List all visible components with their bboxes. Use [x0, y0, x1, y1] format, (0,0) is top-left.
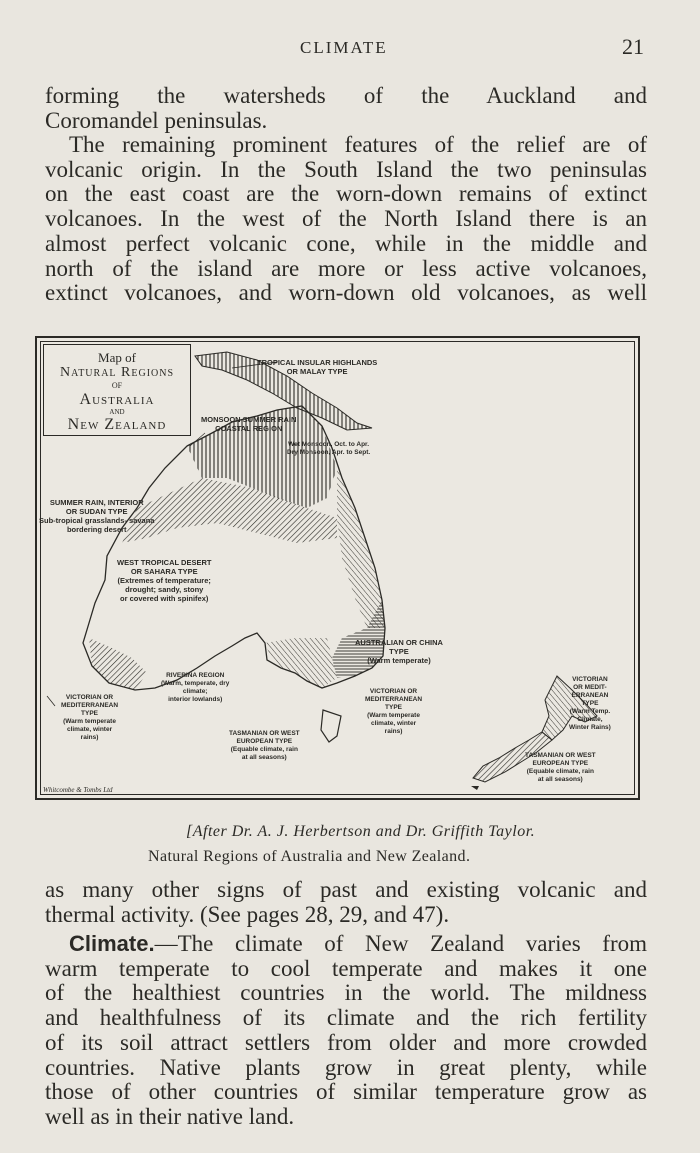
paragraph-4: [45, 932, 647, 1130]
running-head: CLIMATE: [300, 38, 388, 57]
text-line: warm temperate to cool temperate and makes it one: [45, 955, 647, 981]
text-line: Climate.—The climate of New Zealand varies from: [69, 931, 647, 956]
label-victorian-west: VICTORIAN OR MEDITERRANEAN TYPE (Warm temperate climate, winter rains): [61, 694, 119, 741]
label-victorian-central: VICTORIAN OR MEDITERRANEAN TYPE (Warm temperate climate, winter rains): [365, 688, 423, 735]
text-line: of the healthiest countries in the world. The mildness: [45, 980, 647, 1006]
natural-regions-map: [35, 336, 640, 800]
text-line: volcanic origin. In the South Island the two peninsulas: [45, 156, 647, 182]
text-line: The remaining prominent features of the relief are of: [69, 132, 647, 157]
text-line: those of other countries of similar temperature grow as: [45, 1079, 647, 1105]
map-title-line: Map of: [98, 350, 136, 365]
text-line: countries. Native plants grow in great plenty, while: [45, 1054, 647, 1080]
paragraph-3: [45, 878, 647, 927]
map-title-line: Australia: [79, 391, 155, 408]
label-victorian-nz: VICTORIAN OR MEDIT- ERRANEAN TYPE (Warm Temp. Climate, Winter Rains): [569, 676, 611, 731]
figure-credit: [After Dr. A. J. Herbertson and Dr. Griffith Taylor.: [186, 823, 536, 840]
text-line: extinct volcanoes, and worn-down old volcanoes, as well: [45, 280, 647, 306]
page-number: 21: [622, 34, 644, 59]
text-line: forming the watersheds of the Auckland and: [45, 83, 647, 108]
text-line: thermal activity. (See pages 28, 29, and 47).: [45, 901, 450, 927]
text-line: Coromandel peninsulas.: [45, 107, 268, 133]
text-line: almost perfect volcanic cone, while in the middle and: [45, 230, 647, 256]
label-tasmanian: TASMANIAN OR WEST EUROPEAN TYPE (Equable climate, rain at all seasons): [229, 730, 300, 761]
map-imprint: Whitcombe & Tombs Ltd: [43, 786, 113, 794]
map-title-line: New Zealand: [67, 416, 167, 433]
paragraph-2: [45, 133, 647, 306]
label-china: AUSTRALIAN OR CHINA TYPE (Warm temperate): [355, 638, 443, 665]
text-line: as many other signs of past and existing volcanic and: [45, 877, 647, 902]
text-line: of its soil attract settlers from older and more crowded: [45, 1029, 647, 1055]
text-line: on the east coast are the worn-down remains of extinct: [45, 181, 647, 207]
label-riverina: RIVERINA REGION (Warm, temperate, dry climate; interior lowlands): [161, 672, 230, 703]
figure-caption: Natural Regions of Australia and New Zealand.: [148, 848, 471, 865]
map-title-line: OF: [111, 381, 123, 390]
label-monsoon: MONSOON SUMMER RAIN COASTAL REGION: [201, 415, 297, 433]
paragraph-1: [45, 84, 647, 133]
text-line: and healthfulness of its climate and the rich fertility: [45, 1005, 647, 1031]
label-summer-rain: SUMMER RAIN, INTERIOR OR SUDAN TYPE Sub-tropical grasslands- savana bordering desert: [39, 498, 155, 534]
section-heading: Climate.: [69, 931, 155, 956]
label-desert: WEST TROPICAL DESERT OR SAHARA TYPE (Extremes of temperature; drought; sandy, stony or covered with spinifex): [117, 558, 212, 603]
text-line: volcanoes. In the west of the North Island there is an: [45, 206, 647, 232]
map-title-box: [43, 344, 191, 436]
label-monsoon-note: Wet Monsoon, Oct. to Apr. Dry Monsoon, Apr. to Sept.: [287, 441, 371, 456]
page-header: [0, 34, 700, 64]
map-title-line: Natural Regions: [59, 365, 175, 380]
map-title-line: AND: [109, 408, 125, 416]
label-tropical: TROPICAL INSULAR HIGHLANDS OR MALAY TYPE: [257, 358, 378, 376]
text-line: well as in their native land.: [45, 1103, 295, 1129]
label-tasmanian-nz: TASMANIAN OR WEST EUROPEAN TYPE (Equable climate, rain at all seasons): [525, 752, 596, 783]
text-line: north of the island are more or less active volcanoes,: [45, 255, 647, 281]
